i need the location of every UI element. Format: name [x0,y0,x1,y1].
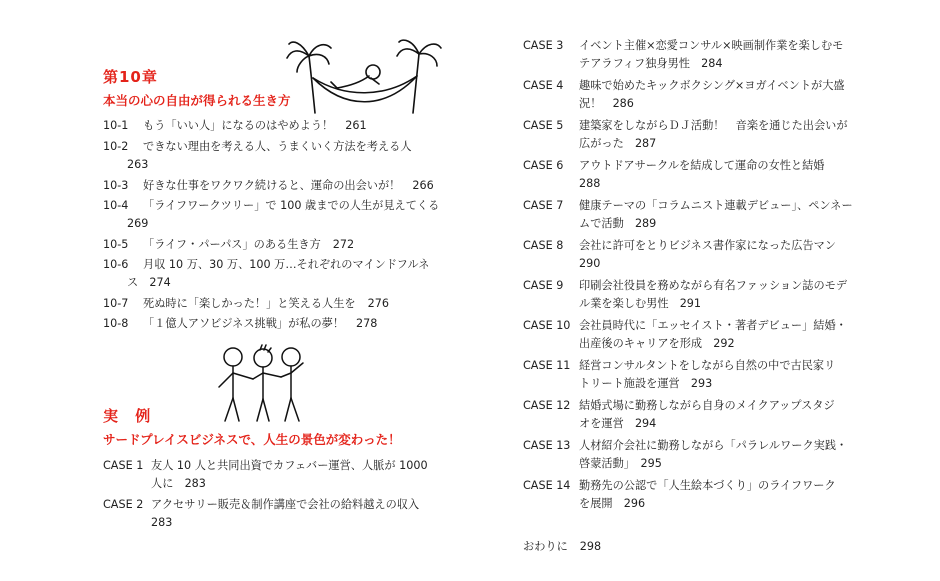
toc-item-title: 「ライフ・パーパス」のある生き方 [143,238,321,251]
hammock-palm-illustration [285,38,445,116]
case-number: CASE 1 [103,459,144,472]
case-continuation: 288 [579,177,601,190]
right-page [470,0,940,581]
case-title: 勤務先の公認で「人生絵本づくり」のライフワーク [579,479,836,492]
case-item[interactable] [523,238,836,254]
case-item[interactable] [523,38,843,54]
case-title: 建築家をしながらＤＪ活動！ 音楽を通じた出会いが [579,119,848,132]
afterword-title: おわりに [523,540,568,553]
toc-item-page: 272 [332,238,355,251]
case-item[interactable] [523,78,845,94]
chapter-number: 第10章 [103,68,158,86]
case-number: CASE 4 [523,79,564,92]
case-title: 健康テーマの「コラムニスト連載デビュー」、ペンネー [579,199,853,212]
toc-item-page: 261 [345,119,367,132]
case-item[interactable] [103,497,419,513]
case-item[interactable] [523,318,847,334]
toc-item-title: できない理由を考える人、うまくいく方法を考える人 [143,140,412,153]
toc-item[interactable] [103,198,439,214]
case-item[interactable] [523,358,835,374]
case-title: アクセサリー販売＆制作講座で会社の給料越えの収入 [151,498,420,511]
case-continuation: テアラフィフ独身男性 284 [579,57,723,70]
three-people-illustration [213,343,313,425]
case-number: CASE 10 [523,319,571,332]
case-continuation: 290 [579,257,601,270]
case-continuation: トリート施設を運営 293 [579,377,713,390]
toc-item[interactable] [103,139,412,155]
chapter-title: 本当の心の自由が得られる生き方 [103,93,291,108]
case-title: 趣味で始めたキックボクシング×ヨガイベントが大盛 [579,79,845,92]
case-title: 経営コンサルタントをしながら自然の中で古民家リ [579,359,836,372]
toc-item-number: 10-8 [103,317,129,330]
toc-item-title: 月収 10 万、30 万、100 万…それぞれのマインドフルネ [143,258,430,271]
case-continuation: オを運営 294 [579,417,657,430]
case-number: CASE 6 [523,159,564,172]
case-title: 人材紹介会社に勤務しながら「パラレルワーク実践・ [579,439,848,452]
case-item[interactable] [523,398,835,414]
case-title: 会社員時代に「エッセイスト・著者デビュー」結婚・ [579,319,847,332]
toc-item-number: 10-4 [103,199,129,212]
toc-item-number: 10-7 [103,297,129,310]
toc-item[interactable] [103,237,354,253]
toc-item-continuation: 263 [127,158,149,171]
case-continuation: 283 [151,516,173,529]
case-number: CASE 11 [523,359,571,372]
toc-item-number: 10-3 [103,179,129,192]
toc-item-title: もう「いい人」になるのはやめよう！ [143,119,334,132]
toc-item-title: 死ぬ時に「楽しかった！」と笑える人生を [143,297,356,310]
case-number: CASE 8 [523,239,564,252]
case-continuation: 人に 283 [151,477,206,490]
toc-item[interactable] [103,296,389,312]
afterword-item[interactable] [523,539,601,555]
case-continuation: ル業を楽しむ男性 291 [579,297,702,310]
case-item[interactable] [103,458,428,474]
case-title: 結婚式場に勤務しながら自身のメイクアップスタジ [579,399,835,412]
case-number: CASE 5 [523,119,564,132]
case-title: アウトドアサークルを結成して運命の女性と結婚 [579,159,825,172]
case-continuation: 況！ 286 [579,97,634,110]
case-number: CASE 13 [523,439,571,452]
section-subtitle: サードプレイスビジネスで、人生の景色が変わった！ [103,432,401,447]
case-continuation: 出産後のキャリアを形成 292 [579,337,735,350]
case-title: イベント主催×恋愛コンサル×映画制作業を楽しむモ [579,39,844,52]
case-number: CASE 3 [523,39,564,52]
toc-item[interactable] [103,178,434,194]
case-title: 友人 10 人と共同出資でカフェバー運営、人脈が 1000 [151,459,428,472]
toc-item-continuation: 269 [127,217,149,230]
case-title: 会社に許可をとりビジネス書作家になった広告マン [579,239,836,252]
toc-item-number: 10-5 [103,238,129,251]
case-item[interactable] [523,158,824,174]
case-number: CASE 14 [523,479,571,492]
case-continuation: を展開 296 [579,497,646,510]
case-item[interactable] [523,198,853,214]
toc-item-number: 10-2 [103,140,129,153]
toc-item-title: 好きな仕事をワクワク続けると、運命の出会いが！ [143,179,401,192]
toc-item[interactable] [103,316,377,332]
toc-item-number: 10-6 [103,258,129,271]
afterword-page: 298 [579,540,602,553]
case-title: 印刷会社役員を務めながら有名ファッション誌のモデ [579,279,848,292]
case-item[interactable] [523,478,836,494]
toc-item[interactable] [103,118,367,134]
toc-item-page: 278 [356,317,378,330]
case-item[interactable] [523,278,847,294]
case-number: CASE 12 [523,399,571,412]
toc-item-number: 10-1 [103,119,129,132]
section-title: 実 例 [103,407,157,425]
toc-item-continuation: ス 274 [127,276,171,289]
toc-item-page: 276 [367,297,389,310]
case-number: CASE 9 [523,279,564,292]
case-continuation: 広がった 287 [579,137,657,150]
case-continuation: 啓蒙活動」 295 [579,457,662,470]
toc-item-title: 「ライフワークツリー」で 100 歳までの人生が見えてくる [143,199,440,212]
toc-item-title: 「１億人アソビジネス挑戦」が私の夢！ [143,317,345,330]
case-continuation: ムで活動 289 [579,217,657,230]
case-number: CASE 7 [523,199,564,212]
case-number: CASE 2 [103,498,144,511]
case-item[interactable] [523,118,848,134]
toc-item[interactable] [103,257,429,273]
case-item[interactable] [523,438,847,454]
toc-item-page: 266 [412,179,434,192]
